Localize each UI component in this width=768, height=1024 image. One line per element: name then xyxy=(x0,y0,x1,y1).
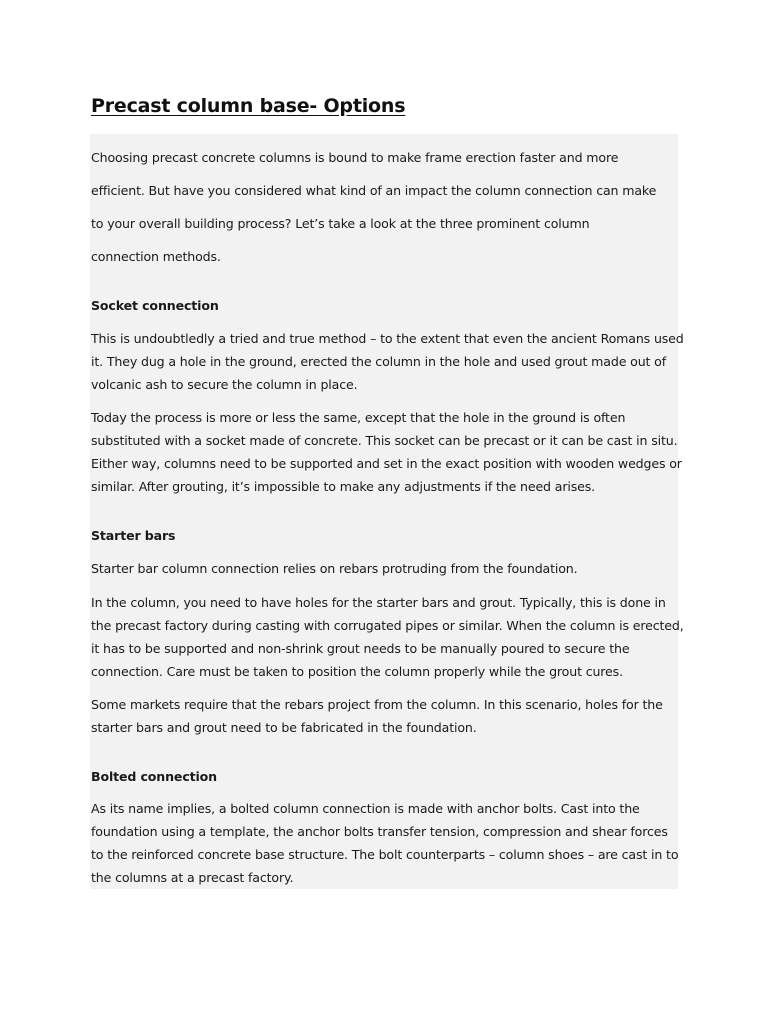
paragraph-line: substituted with a socket made of concrete. This socket can be precast or it can be cast in situ. xyxy=(91,433,678,448)
starter-paragraph-2 xyxy=(91,591,684,683)
paragraph-line: foundation using a template, the anchor bolts transfer tension, compression and shear forces xyxy=(91,824,668,839)
paragraph-line: Some markets require that the rebars project from the column. In this scenario, holes for the xyxy=(91,697,663,712)
bolted-paragraph-1 xyxy=(91,797,681,889)
intro-line: to your overall building process? Let’s take a look at the three prominent column xyxy=(91,216,590,231)
paragraph-line: Either way, columns need to be supported and set in the exact position with wooden wedges or xyxy=(91,456,682,471)
paragraph-line: In the column, you need to have holes for the starter bars and grout. Typically, this is done in xyxy=(91,595,666,610)
paragraph-line: the columns at a precast factory. xyxy=(91,870,294,885)
paragraph-line: it. They dug a hole in the ground, erected the column in the hole and used grout made out of xyxy=(91,354,667,369)
section-heading-starter-bars: Starter bars xyxy=(91,528,176,543)
paragraph-line: it has to be supported and non-shrink grout needs to be manually poured to secure the xyxy=(91,641,630,656)
paragraph-line: Starter bar column connection relies on rebars protruding from the foundation. xyxy=(91,561,578,576)
intro-line: connection methods. xyxy=(91,249,221,264)
paragraph-line: to the reinforced concrete base structure. The bolt counterparts – column shoes – are cast in to xyxy=(91,847,679,862)
paragraph-line: connection. Care must be taken to position the column properly while the grout cures. xyxy=(91,664,623,679)
section-heading-socket-connection: Socket connection xyxy=(91,298,219,313)
document-title: Precast column base- Options xyxy=(91,95,406,117)
intro-line: Choosing precast concrete columns is bound to make frame erection faster and more xyxy=(91,150,619,165)
socket-paragraph-1 xyxy=(91,327,684,396)
socket-paragraph-2 xyxy=(91,406,681,498)
intro-paragraph xyxy=(91,141,681,273)
paragraph-line: the precast factory during casting with corrugated pipes or similar. When the column is erected, xyxy=(91,618,684,633)
paragraph-line: Today the process is more or less the same, except that the hole in the ground is often xyxy=(91,410,626,425)
starter-paragraph-1 xyxy=(91,557,681,580)
paragraph-line: similar. After grouting, it’s impossible to make any adjustments if the need arises. xyxy=(91,479,595,494)
paragraph-line: volcanic ash to secure the column in place. xyxy=(91,377,358,392)
paragraph-line: This is undoubtledly a tried and true method – to the extent that even the ancient Romans used xyxy=(91,331,684,346)
paragraph-line: As its name implies, a bolted column connection is made with anchor bolts. Cast into the xyxy=(91,801,640,816)
section-heading-bolted-connection: Bolted connection xyxy=(91,769,217,784)
paragraph-line: starter bars and grout need to be fabricated in the foundation. xyxy=(91,720,477,735)
intro-line: efficient. But have you considered what kind of an impact the column connection can make xyxy=(91,183,657,198)
starter-paragraph-3 xyxy=(91,693,681,739)
